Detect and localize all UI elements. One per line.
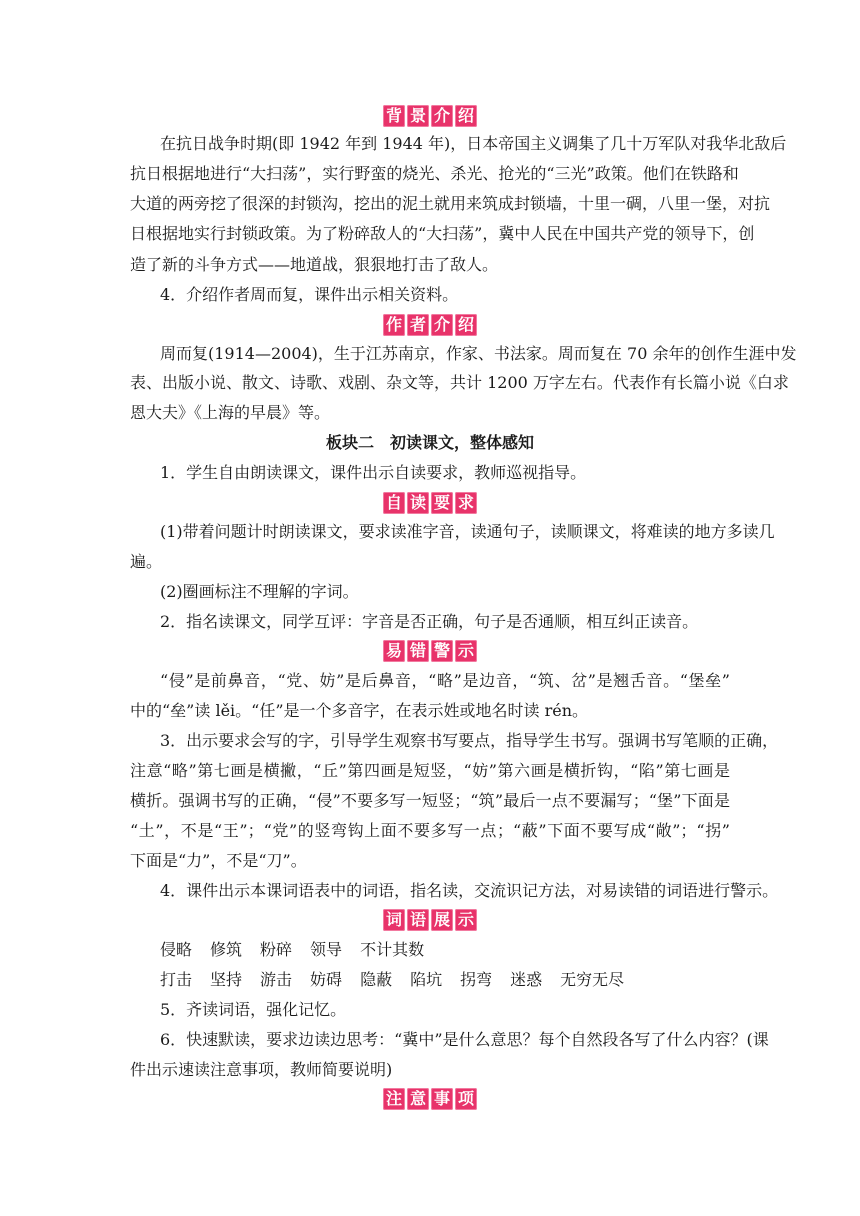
step-3-line: 下面是“力”，不是“刀”。 [130, 851, 307, 870]
badge-char: 展 [431, 909, 453, 931]
word-item: 侵略 [160, 940, 193, 959]
word-item: 打击 [160, 970, 193, 989]
badge-char: 者 [407, 314, 429, 336]
author-line: 恩大夫》《上海的早晨》等。 [130, 403, 331, 422]
step-5: 5．齐读词语，强化记忆。 [160, 1000, 347, 1019]
badge-notes [0, 1086, 860, 1112]
badge-char: 易 [383, 640, 405, 662]
badge-char: 绍 [455, 314, 477, 336]
badge-char: 事 [431, 1088, 453, 1110]
badge-char: 要 [431, 492, 453, 514]
word-item: 隐蔽 [360, 970, 393, 989]
word-item: 坚持 [210, 970, 243, 989]
badge-char: 介 [431, 314, 453, 336]
badge-char: 示 [455, 640, 477, 662]
word-item: 迷惑 [510, 970, 543, 989]
word-item: 拐弯 [460, 970, 493, 989]
self-read-line: 遍。 [130, 552, 163, 571]
background-line: 日根据地实行封锁政策。为了粉碎敌人的“大扫荡”，冀中人民在中国共产党的领导下，创 [130, 224, 755, 243]
badge-author [0, 312, 860, 338]
badge-char: 注 [383, 1088, 405, 1110]
badge-char: 词 [383, 909, 405, 931]
badge-char: 求 [455, 492, 477, 514]
step-3-line: 注意“略”第七画是横撇，“丘”第四画是短竖，“妨”第六画是横折钩，“陷”第七画是 [130, 761, 730, 780]
author-line: 周而复(1914—2004)，生于江苏南京，作家、书法家。周而复在 70 余年的创作生涯中发 [160, 344, 797, 363]
step-3-line: “土”，不是“王”；“党”的竖弯钩上面不要多写一点；“蔽”下面不要写成“敞”；“拐” [130, 821, 730, 840]
self-read-line: (2)圈画标注不理解的字词。 [160, 582, 359, 601]
badge-background [0, 103, 860, 129]
step-author-intro: 4．介绍作者周而复，课件出示相关资料。 [160, 285, 459, 304]
badge-char: 项 [455, 1088, 477, 1110]
badge-char: 意 [407, 1088, 429, 1110]
section-heading: 板块二 初读课文，整体感知 [325, 433, 534, 452]
word-item: 游击 [260, 970, 293, 989]
word-item: 不计其数 [360, 940, 425, 959]
badge-char: 背 [383, 105, 405, 127]
word-list-row-2 [160, 970, 730, 990]
badge-char: 语 [407, 909, 429, 931]
badge-char: 示 [455, 909, 477, 931]
badge-words-show [0, 907, 860, 933]
badge-char: 错 [407, 640, 429, 662]
step-3-line: 3．出示要求会写的字，引导学生观察书写要点，指导学生书写。强调书写笔顺的正确， [160, 731, 779, 750]
badge-self-read [0, 490, 860, 516]
step-1: 1．学生自由朗读课文，课件出示自读要求，教师巡视指导。 [160, 463, 587, 482]
word-item: 陷坑 [410, 970, 443, 989]
warning-line: “侵”是前鼻音，“党、妨”是后鼻音，“略”是边音，“筑、岔”是翘舌音。“堡垒” [160, 671, 730, 690]
step-6-line: 6．快速默读，要求边读边思考：“冀中”是什么意思？每个自然段各写了什么内容？(课 [160, 1030, 769, 1049]
badge-char: 介 [431, 105, 453, 127]
word-item: 妨碍 [310, 970, 343, 989]
badge-char: 自 [383, 492, 405, 514]
word-list-row-1 [160, 940, 730, 960]
step-3-line: 横折。强调书写的正确，“侵”不要多写一短竖；“筑”最后一点不要漏写；“堡”下面是 [130, 791, 730, 810]
badge-char: 读 [407, 492, 429, 514]
self-read-line: (1)带着问题计时朗读课文，要求读准字音，读通句子，读顺课文，将难读的地方多读几 [160, 522, 775, 541]
step-6-line: 件出示速读注意事项，教师简要说明) [130, 1060, 393, 1079]
background-line: 抗日根据地进行“大扫荡”，实行野蛮的烧光、杀光、抢光的“三光”政策。他们在铁路和 [130, 164, 739, 183]
badge-char: 绍 [455, 105, 477, 127]
badge-char: 警 [431, 640, 453, 662]
word-item: 无穷无尽 [560, 970, 625, 989]
step-2: 2．指名读课文，同学互评：字音是否正确，句子是否通顺，相互纠正读音。 [160, 612, 699, 631]
badge-char: 作 [383, 314, 405, 336]
author-line: 表、出版小说、散文、诗歌、戏剧、杂文等，共计 1200 万字左右。代表作有长篇小说《白求 [130, 373, 789, 392]
word-item: 粉碎 [260, 940, 293, 959]
badge-char: 景 [407, 105, 429, 127]
badge-warning [0, 638, 860, 664]
word-item: 修筑 [210, 940, 243, 959]
step-4: 4．课件出示本课词语表中的词语，指名读，交流识记方法，对易读错的词语进行警示。 [160, 881, 779, 900]
word-item: 领导 [310, 940, 343, 959]
background-line: 大道的两旁挖了很深的封锁沟，挖出的泥土就用来筑成封锁墙，十里一碉，八里一堡，对抗 [130, 194, 771, 213]
background-line: 造了新的斗争方式——地道战，狠狠地打击了敌人。 [130, 255, 499, 274]
warning-line: 中的“垒”读 lěi。“任”是一个多音字，在表示姓或地名时读 rén。 [130, 701, 589, 720]
background-line: 在抗日战争时期(即 1942 年到 1944 年)，日本帝国主义调集了几十万军队对我华北敌后 [160, 134, 787, 153]
